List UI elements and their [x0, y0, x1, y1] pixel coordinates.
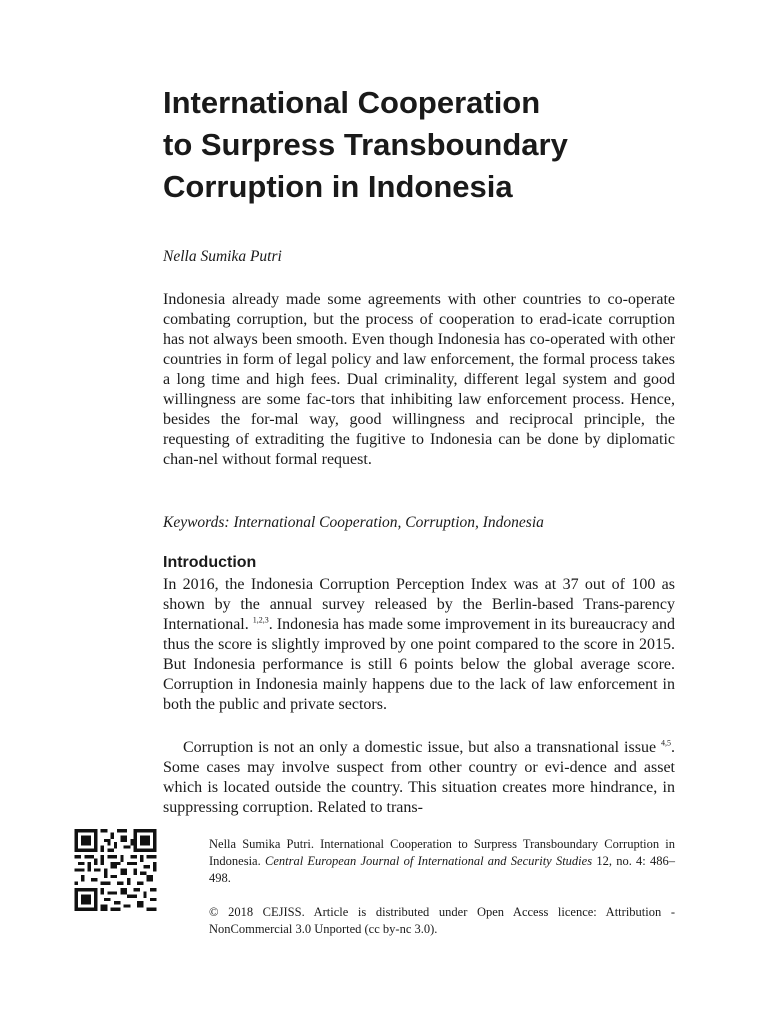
keywords: Keywords: International Cooperation, Corruption, Indonesia	[163, 514, 544, 531]
intro-text: In 2016, the Indonesia Corruption Perception Index was at 37 out of 100 as shown by the annual survey released by the Berlin-based Trans-parency International.	[163, 576, 675, 633]
section-heading-introduction: Introduction	[163, 554, 257, 571]
citation-text: Nella Sumika Putri. International Cooperation to Surpress Transboundary Corruption in Indonesia.	[209, 837, 675, 868]
abstract: Indonesia already made some agreements with other countries to co-operate combating corruption, but the process of cooperation to erad-icate corruption has not always been smooth. Even though Indonesia has co-operated with other countries in form of legal policy and law enforcement, the formal process takes a long time and high fees. Dual criminality, different legal system and good willingness are some fac-tors that inhibiting law enforcement process. Hence, besides the for-mal way, good willingness and reciprocal principle, the requesting of extraditing the fugitive to Indonesia can be done by diplomatic chan-nel without formal request.	[163, 291, 675, 468]
intro-text: . Some cases may involve suspect from other country or evi-dence and asset which is located outside the country. This situation creates more hindrance, in suppressing corruption. Related to trans-	[163, 739, 676, 816]
intro-text: . Indonesia has made some improvement in its bureaucracy and thus the score is slightly improved by one point compared to the score in 2015. But Indonesia performance is still 6 points below the global average score. Corruption in Indonesia mainly happens due to the lack of law enforcement in both the public and private sectors.	[163, 616, 675, 713]
citation-volume: 12, no. 4: 486–498.	[209, 854, 676, 885]
intro-text: Corruption is not an only a domestic issue, but also a transnational issue	[183, 739, 657, 756]
intro-paragraph	[163, 738, 675, 818]
title-line: Corruption in Indonesia	[163, 169, 513, 204]
footnote-ref[interactable]: 4,5	[661, 738, 672, 748]
author-name: Nella Sumika Putri	[163, 248, 282, 265]
license-notice: © 2018 CEJISS. Article is distributed under Open Access licence: Attribution - NonCommercial 3.0 Unported (cc by-nc 3.0).	[209, 905, 675, 936]
title-line: International Cooperation	[163, 85, 541, 120]
title-line: to Surpress Transboundary	[163, 127, 568, 162]
qr-code-icon[interactable]	[70, 829, 161, 911]
citation	[209, 836, 675, 887]
journal-name: Central European Journal of International and Security Studies	[264, 854, 593, 868]
intro-paragraph	[163, 575, 675, 715]
article-title	[163, 82, 683, 208]
footnote-ref[interactable]: 1,2,3	[252, 615, 269, 625]
